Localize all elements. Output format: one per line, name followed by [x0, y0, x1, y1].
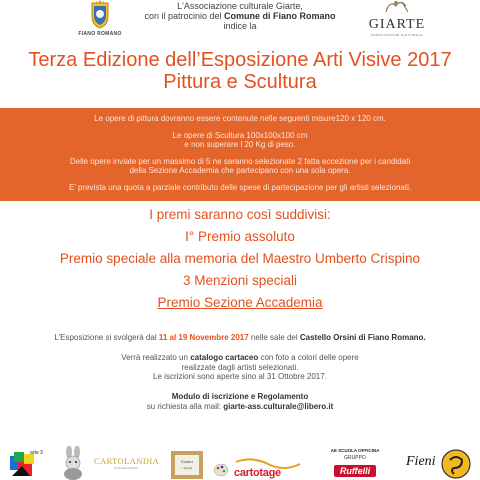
info-venue: Castello Orsini di Fiano Romano.	[299, 333, 426, 342]
contact-email-link[interactable]: giarte-ass.culturale@libero.it	[223, 401, 334, 411]
info-contact-a: su richiesta alla mail:	[146, 401, 221, 411]
info-contact	[0, 402, 480, 412]
sponsor-cartolandia-text: CARTOLANDIA	[94, 456, 160, 466]
rules-band	[0, 108, 480, 201]
info-dates	[0, 333, 480, 343]
sponsor-mascot-logo	[58, 446, 88, 480]
sponsor-cartolandia-logo	[94, 456, 158, 476]
title-line-1: Terza Edizione dell’Esposizione Arti Visive 2017	[28, 49, 452, 71]
rule-sculpture-weight: e non superare l 20 Kg di peso.	[184, 140, 296, 149]
header-line-2	[100, 11, 380, 21]
sponsor-frame-logo	[170, 448, 204, 480]
rule-academy: della Sezione Accademia che partecipano con una sola opera.	[129, 166, 351, 175]
svg-text:Cornici: Cornici	[181, 459, 193, 464]
info-catalog	[0, 353, 480, 363]
header-comune: Comune di Fiano Romano	[224, 11, 336, 21]
header-line-1: L'Associazione culturale Giarte,	[177, 1, 303, 11]
info-catalog-bold: catalogo cartaceo	[190, 353, 259, 362]
prize-special: Premio speciale alla memoria del Maestro Umberto Crispino	[59, 251, 421, 266]
info-dates-range: 11 al 19 Novembre 2017	[158, 333, 249, 342]
sponsor-cartolandia-sub: di Antonio Pedroli	[114, 466, 138, 470]
sponsor-emblem-logo	[440, 448, 472, 480]
sponsor-cartotage-logo	[232, 458, 304, 480]
sponsor-ruffelli-brand: Ruffelli	[334, 465, 376, 477]
giarte-subtitle: ASSOCIAZIONE CULTURALE	[371, 33, 423, 37]
sponsor-arte3-logo	[8, 450, 46, 480]
picture-frame-icon	[170, 448, 204, 480]
rule-painting-size: Le opere di pittura dovranno essere contenute nelle seguenti misure120 x 120 cm.	[94, 114, 386, 123]
rabbit-icon	[58, 446, 88, 480]
sponsor-arte3-text: arte 3	[30, 450, 43, 456]
info-dates-c: nelle sale del	[250, 333, 298, 342]
header-line-2-prefix: con il patrocinio del	[144, 11, 222, 21]
info-deadline: Le iscrizioni sono aperte sino al 31 Ottobre 2017.	[153, 372, 327, 381]
svg-text:e Quadri: e Quadri	[181, 466, 193, 470]
header-line-3: indice la	[223, 21, 257, 31]
prize-academy: Premio Sezione Accademia	[157, 295, 323, 310]
sponsor-fieni-logo	[406, 452, 436, 476]
info-catalog-line2: realizzate dagli artisti selezionati.	[181, 362, 299, 372]
header	[0, 0, 480, 48]
title-line-2: Pittura e Scultura	[163, 71, 317, 93]
giarte-figure-icon	[382, 0, 412, 14]
sponsor-ruffelli-logo	[314, 448, 396, 480]
sponsor-ruffelli-top: AE SCUOLA OFFICINA	[330, 448, 380, 453]
header-text	[100, 1, 380, 31]
sponsor-cartotage-text: cartotage	[234, 467, 281, 479]
sponsors-strip	[0, 440, 480, 480]
sponsor-fieni-text: Fieni	[406, 454, 436, 469]
rule-fee: E’ prevista una quota a parziale contributo delle spese di partecipazione per gli artisti selezionati.	[68, 183, 412, 192]
info-catalog-c: con foto a colori delle opere	[260, 353, 359, 362]
info-dates-a: L’Esposizione si svolgerà dal	[54, 333, 157, 342]
rule-selection: Delle opere inviate per un massimo di 5 ne saranno selezionate 2 fatta eccezione per i candidati	[69, 157, 411, 166]
info-catalog-a: Verrà realizzato un	[121, 353, 188, 362]
giarte-wordmark: GIARTE	[368, 17, 426, 32]
round-emblem-icon	[440, 448, 472, 480]
giarte-logo	[362, 0, 432, 44]
sponsor-ruffelli-mid: GRUPPO	[344, 455, 366, 461]
prize-first: I° Premio assoluto	[185, 229, 295, 244]
rule-sculpture-size: Le opere di Scultura 100x100x100 cm	[172, 131, 308, 140]
prizes-heading: I premi saranno così suddivisi:	[149, 207, 331, 222]
main-title	[0, 49, 480, 93]
palette-icon	[212, 460, 230, 478]
sponsor-palette-logo	[212, 460, 230, 478]
logo-caption: FIANO ROMANO	[78, 31, 122, 37]
prize-mentions: 3 Menzioni speciali	[182, 273, 298, 288]
info-form: Modulo di iscrizione e Regolamento	[171, 392, 309, 401]
